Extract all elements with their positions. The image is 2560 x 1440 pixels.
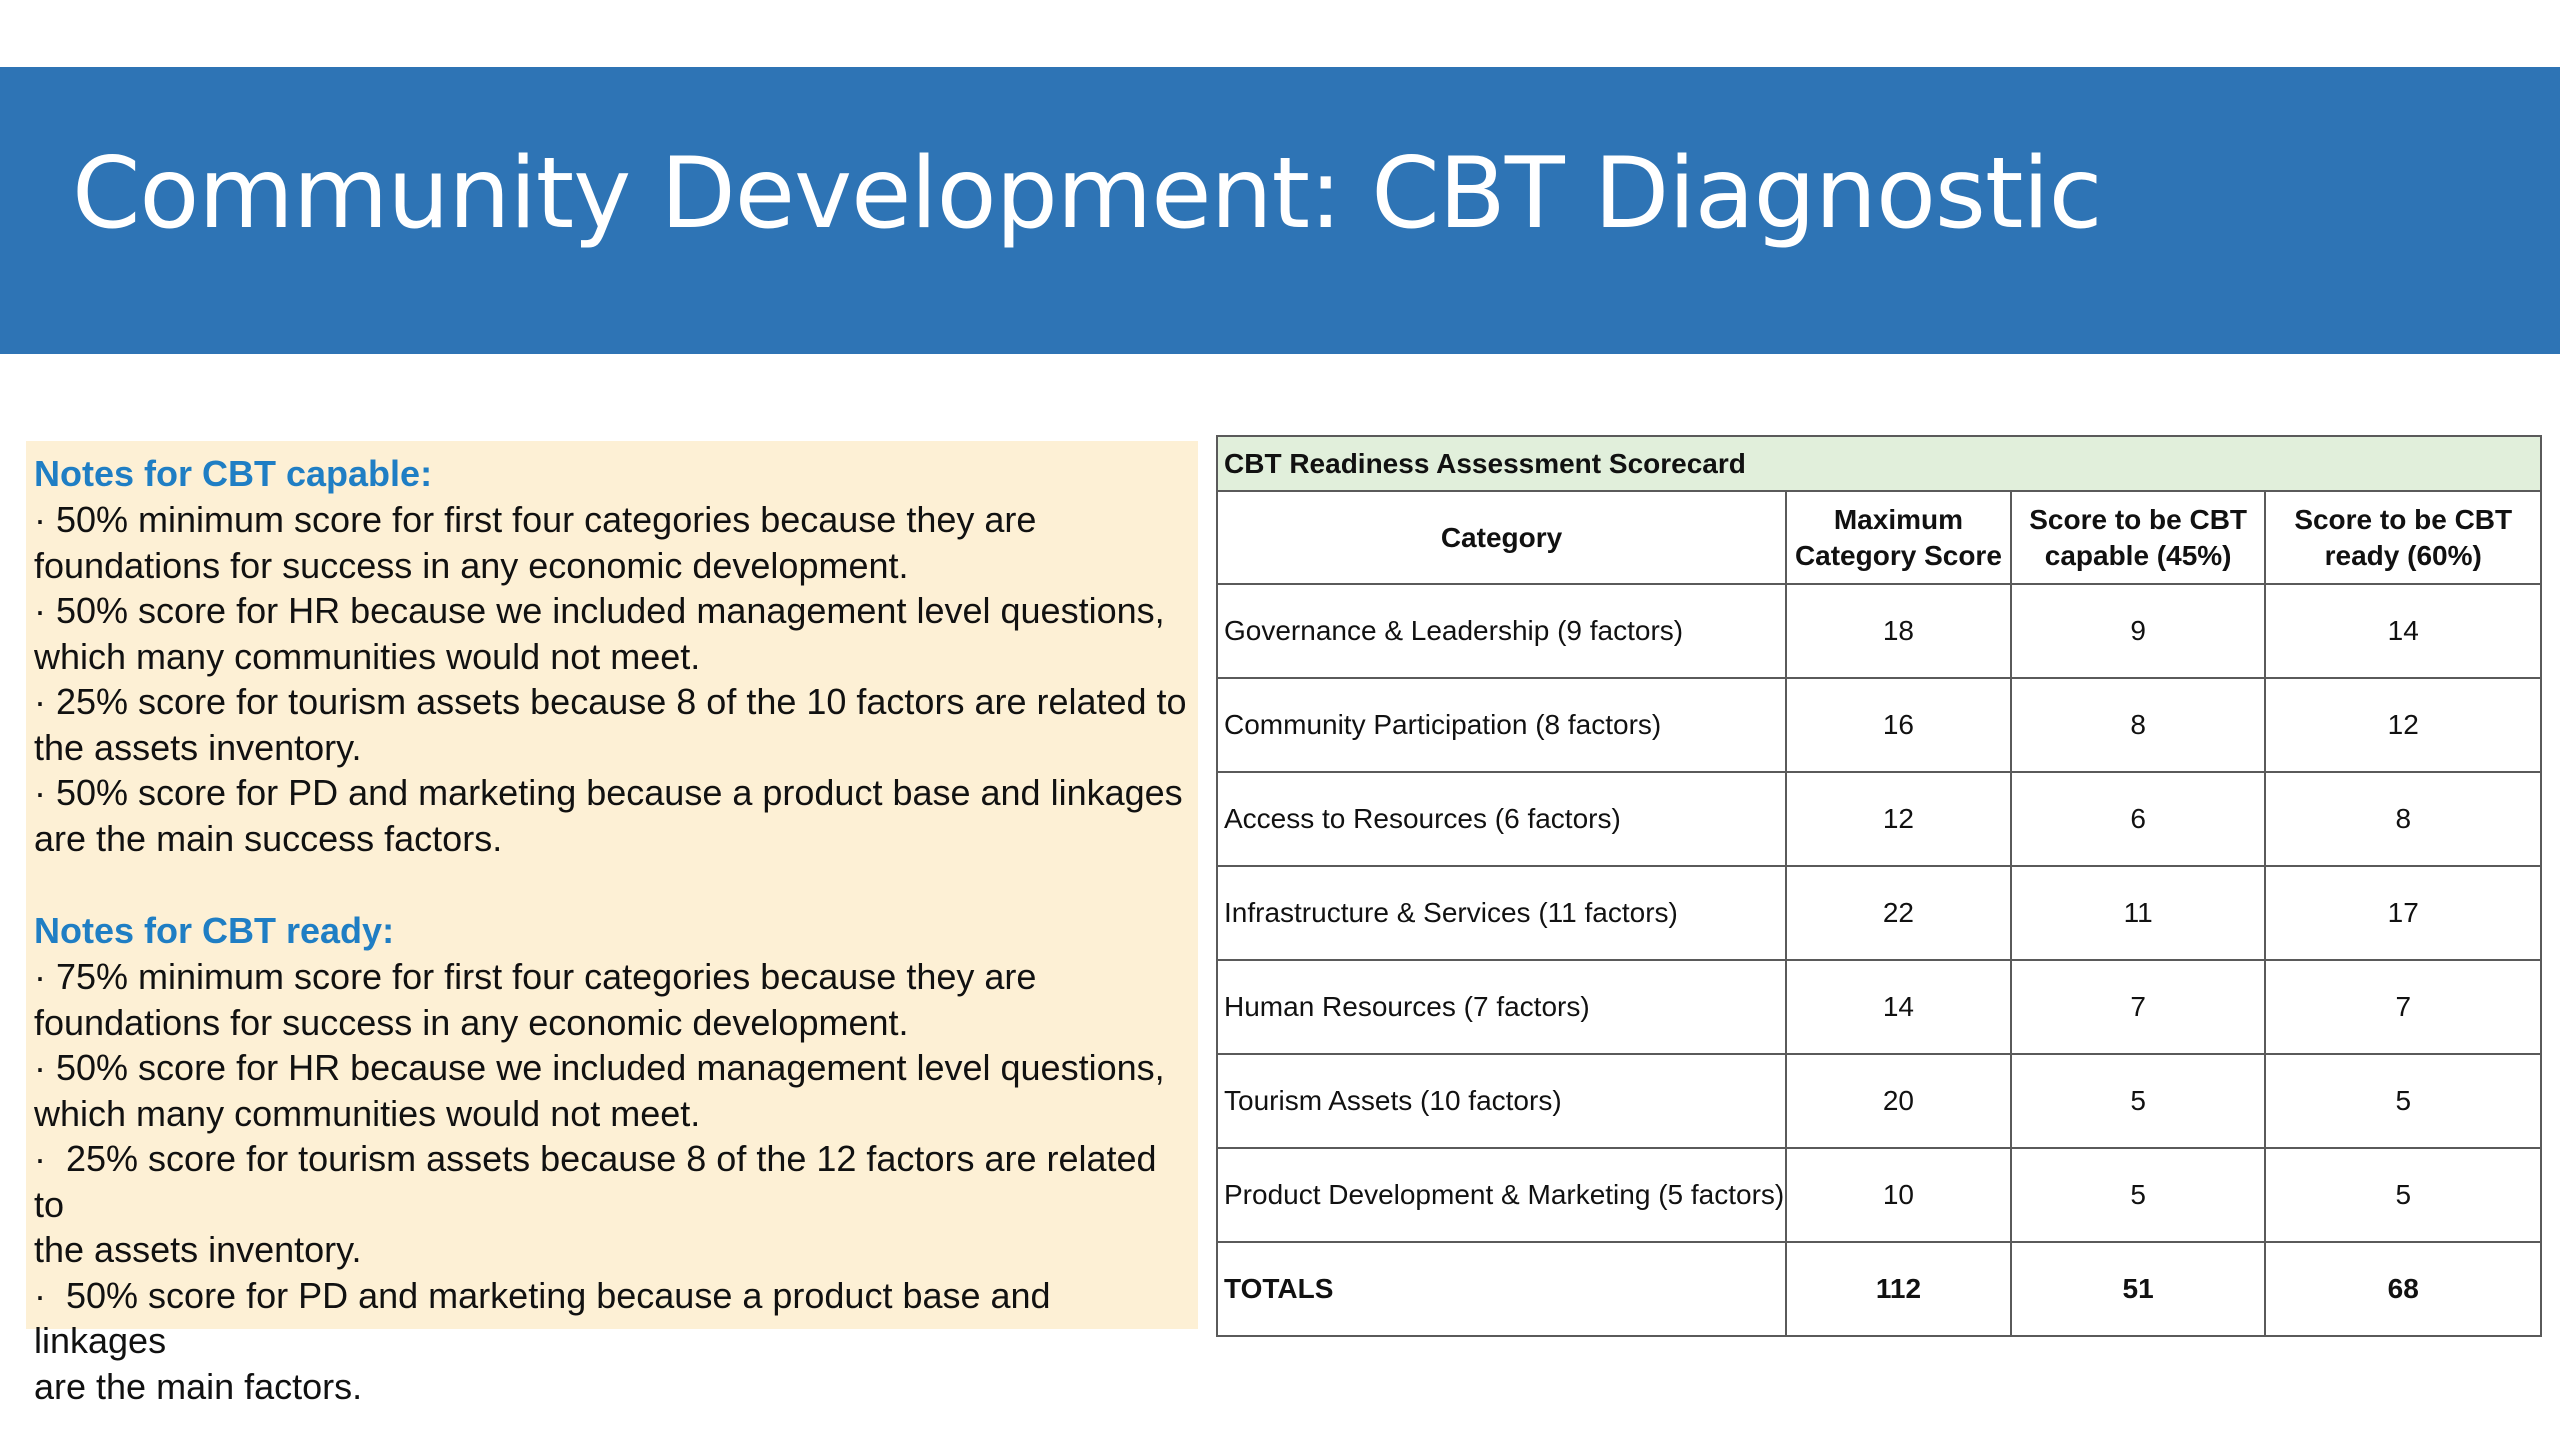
notes-ready-line: · 50% score for HR because we included management level questions, xyxy=(34,1047,1165,1088)
header-category: Category xyxy=(1217,491,1786,584)
table-row xyxy=(1217,772,2541,866)
scorecard-title: CBT Readiness Assessment Scorecard xyxy=(1217,436,2541,491)
row-category: Tourism Assets (10 factors) xyxy=(1217,1054,1786,1148)
row-ready: 5 xyxy=(2265,1054,2541,1148)
header-ready-score xyxy=(2265,491,2541,584)
scorecard-header-row xyxy=(1217,491,2541,584)
table-row xyxy=(1217,584,2541,678)
scorecard-table xyxy=(1216,435,2542,1337)
row-max: 10 xyxy=(1786,1148,2011,1242)
header-max-score xyxy=(1786,491,2011,584)
header-max-line1: Maximum xyxy=(1833,503,1963,535)
totals-row xyxy=(1217,1242,2541,1336)
header-capable-line2: capable (45%) xyxy=(2044,539,2232,571)
notes-capable-line: · 25% score for tourism assets because 8 of the 10 factors are related to xyxy=(34,681,1187,722)
totals-ready: 68 xyxy=(2265,1242,2541,1336)
totals-capable: 51 xyxy=(2011,1242,2266,1336)
notes-capable-line: · 50% score for PD and marketing because a product base and linkages xyxy=(34,772,1183,813)
row-ready: 14 xyxy=(2265,584,2541,678)
notes-capable-line: which many communities would not meet. xyxy=(34,635,701,677)
row-max: 20 xyxy=(1786,1054,2011,1148)
row-ready: 8 xyxy=(2265,772,2541,866)
notes-panel xyxy=(26,441,1198,1407)
table-row xyxy=(1217,960,2541,1054)
row-ready: 7 xyxy=(2265,960,2541,1054)
row-capable: 5 xyxy=(2011,1054,2266,1148)
header-ready-line2: ready (60%) xyxy=(2324,539,2482,571)
row-max: 16 xyxy=(1786,678,2011,772)
notes-capable-line: · 50% score for HR because we included management level questions, xyxy=(34,590,1165,631)
row-capable: 11 xyxy=(2011,866,2266,960)
table-row xyxy=(1217,1148,2541,1242)
notes-ready-heading: Notes for CBT ready: xyxy=(34,910,395,951)
table-row xyxy=(1217,866,2541,960)
scorecard-title-row xyxy=(1217,436,2541,491)
notes-capable-line: are the main success factors. xyxy=(34,817,503,859)
notes-ready-line: · 25% score for tourism assets because 8 of the 12 factors are related to xyxy=(34,1138,1167,1225)
row-category: Product Development & Marketing (5 factors) xyxy=(1217,1148,1786,1242)
notes-capable-line: foundations for success in any economic development. xyxy=(34,544,909,586)
notes-capable-line: the assets inventory. xyxy=(34,726,362,768)
notes-ready-line: which many communities would not meet. xyxy=(34,1092,701,1134)
notes-spacer xyxy=(34,861,1190,906)
row-category: Community Participation (8 factors) xyxy=(1217,678,1786,772)
row-ready: 17 xyxy=(2265,866,2541,960)
row-capable: 5 xyxy=(2011,1148,2266,1242)
row-max: 14 xyxy=(1786,960,2011,1054)
row-max: 12 xyxy=(1786,772,2011,866)
totals-max: 112 xyxy=(1786,1242,2011,1336)
notes-ready-line: are the main factors. xyxy=(34,1365,363,1407)
table-row xyxy=(1217,1054,2541,1148)
slide-title: Community Development: CBT Diagnostic xyxy=(72,137,2102,251)
row-category: Human Resources (7 factors) xyxy=(1217,960,1786,1054)
notes-ready-line: the assets inventory. xyxy=(34,1229,362,1270)
notes-ready-line: · 50% score for PD and marketing because a product base and linkages xyxy=(34,1274,1061,1361)
table-row xyxy=(1217,678,2541,772)
totals-label: TOTALS xyxy=(1217,1242,1786,1336)
row-ready: 5 xyxy=(2265,1148,2541,1242)
row-max: 22 xyxy=(1786,866,2011,960)
row-capable: 9 xyxy=(2011,584,2266,678)
header-max-line2: Category Score xyxy=(1794,539,2002,571)
notes-ready-line: foundations for success in any economic development. xyxy=(34,1001,909,1043)
row-max: 18 xyxy=(1786,584,2011,678)
row-category: Infrastructure & Services (11 factors) xyxy=(1217,866,1786,960)
row-ready: 12 xyxy=(2265,678,2541,772)
notes-capable-line: · 50% minimum score for first four categories because they are xyxy=(34,499,1037,540)
header-capable-score xyxy=(2011,491,2266,584)
row-capable: 7 xyxy=(2011,960,2266,1054)
header-ready-line1: Score to be CBT xyxy=(2294,503,2513,535)
row-capable: 6 xyxy=(2011,772,2266,866)
row-category: Access to Resources (6 factors) xyxy=(1217,772,1786,866)
row-capable: 8 xyxy=(2011,678,2266,772)
notes-ready-line: · 75% minimum score for first four categories because they are xyxy=(34,956,1037,997)
row-category: Governance & Leadership (9 factors) xyxy=(1217,584,1786,678)
header-capable-line1: Score to be CBT xyxy=(2029,503,2248,535)
notes-capable-heading: Notes for CBT capable: xyxy=(34,453,433,494)
